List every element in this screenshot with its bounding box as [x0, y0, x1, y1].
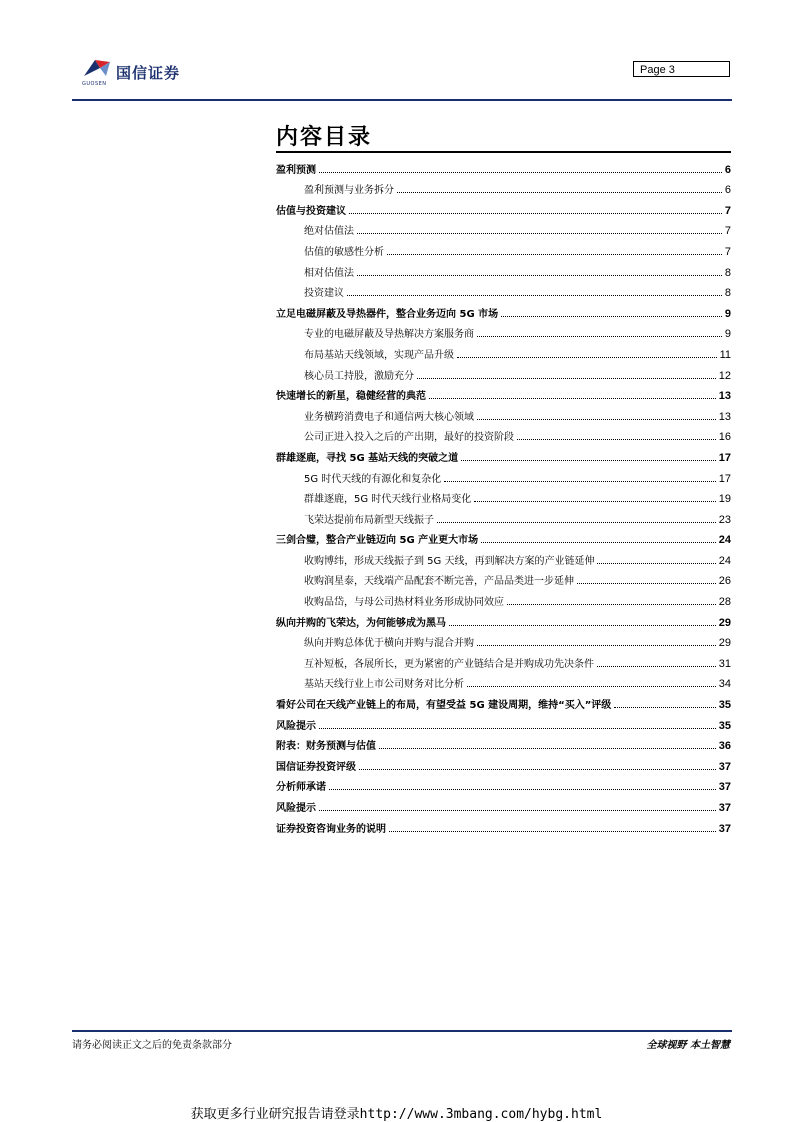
logo-subtext: GUOSEN	[82, 81, 107, 87]
brand-logo	[80, 56, 210, 90]
toc-entry[interactable]	[276, 569, 731, 590]
toc-entry-page: 17	[718, 451, 731, 464]
toc-leader-dots	[437, 522, 716, 523]
toc-entry-title: 快速增长的新星，稳健经营的典范	[276, 391, 426, 403]
toc-leader-dots	[357, 275, 722, 276]
toc-entry-title: 公司正进入投入之后的产出期，最好的投资阶段	[304, 432, 514, 444]
toc-entry-page: 6	[724, 184, 731, 197]
toc-entry[interactable]	[276, 342, 731, 363]
toc-entry[interactable]	[276, 281, 731, 302]
toc-entry-title: 相对估值法	[304, 267, 354, 279]
toc-leader-dots	[387, 254, 722, 255]
header-divider	[72, 99, 732, 101]
toc-entry-title: 群雄逐鹿，5G 时代天线行业格局变化	[304, 494, 472, 506]
toc-leader-dots	[429, 398, 716, 399]
toc-entry-title: 互补短板，各展所长，更为紧密的产业链结合是并购成功先决条件	[304, 658, 594, 670]
toc-entry[interactable]	[276, 589, 731, 610]
toc-entry[interactable]	[276, 219, 731, 240]
toc-entry-title: 飞荣达提前布局新型天线振子	[304, 514, 434, 526]
toc-entry-page: 7	[724, 225, 731, 238]
toc-entry[interactable]	[276, 425, 731, 446]
toc-entry-page: 8	[724, 287, 731, 300]
toc-entry[interactable]	[276, 548, 731, 569]
toc-entry[interactable]	[276, 507, 731, 528]
toc-entry-title: 收购博纬，形成天线振子到 5G 天线，再到解决方案的产业链延伸	[304, 555, 595, 567]
toc-title-divider	[276, 151, 731, 153]
toc-leader-dots	[597, 563, 715, 564]
toc-entry-page: 24	[718, 554, 731, 567]
toc-entry[interactable]	[276, 445, 731, 466]
toc-leader-dots	[577, 583, 716, 584]
toc-entry[interactable]	[276, 631, 731, 652]
toc-title: 内容目录	[276, 124, 373, 150]
logo-mark-icon	[80, 56, 114, 80]
toc-entry-title: 纵向并购总体优于横向并购与混合并购	[304, 638, 474, 650]
toc-entry-title: 纵向并购的飞荣达，为何能够成为黑马	[276, 617, 446, 629]
toc-entry-page: 13	[718, 390, 731, 403]
toc-entry-page: 6	[724, 163, 731, 176]
toc-entry-title: 分析师承诺	[276, 782, 326, 794]
toc-entry-title: 附表：财务预测与估值	[276, 741, 376, 753]
toc-entry-page: 13	[718, 410, 731, 423]
toc-entry-title: 基站天线行业上市公司财务对比分析	[304, 679, 464, 691]
toc-leader-dots	[319, 728, 716, 729]
toc-entry[interactable]	[276, 610, 731, 631]
toc-entry[interactable]	[276, 692, 731, 713]
toc-leader-dots	[357, 233, 722, 234]
toc-entry-title: 证券投资咨询业务的说明	[276, 823, 386, 835]
toc-leader-dots	[597, 666, 716, 667]
toc-entry[interactable]	[276, 816, 731, 837]
toc-leader-dots	[481, 542, 716, 543]
toc-entry-title: 绝对估值法	[304, 226, 354, 238]
toc-leader-dots	[397, 192, 722, 193]
toc-entry[interactable]	[276, 322, 731, 343]
toc-entry-title: 盈利预测与业务拆分	[304, 185, 394, 197]
toc-entry[interactable]	[276, 198, 731, 219]
toc-leader-dots	[349, 213, 722, 214]
toc-leader-dots	[379, 748, 716, 749]
toc-entry-page: 34	[718, 678, 731, 691]
toc-entry-page: 7	[724, 245, 731, 258]
toc-leader-dots	[449, 625, 716, 626]
toc-entry-page: 16	[718, 431, 731, 444]
toc-entry-title: 5G 时代天线的有源化和复杂化	[304, 473, 442, 485]
toc-entry-page: 35	[718, 699, 731, 712]
toc-entry-page: 37	[718, 822, 731, 835]
toc-entry-title: 看好公司在天线产业链上的布局，有望受益 5G 建设周期，维持“买入”评级	[276, 700, 612, 712]
toc-entry-page: 17	[718, 472, 731, 485]
toc-entry-page: 37	[718, 760, 731, 773]
toc-entry[interactable]	[276, 651, 731, 672]
toc-entry-page: 11	[719, 348, 731, 361]
toc-entry[interactable]	[276, 487, 731, 508]
toc-leader-dots	[329, 789, 716, 790]
toc-entry[interactable]	[276, 178, 731, 199]
toc-entry[interactable]	[276, 734, 731, 755]
toc-entry-title: 群雄逐鹿，寻找 5G 基站天线的突破之道	[276, 452, 459, 464]
toc-entry-title: 估值与投资建议	[276, 205, 346, 217]
toc-entry-title: 风险提示	[276, 720, 316, 732]
toc-leader-dots	[477, 336, 722, 337]
toc-leader-dots	[319, 172, 722, 173]
logo-text: 国信证券	[116, 64, 181, 82]
toc-leader-dots	[507, 604, 716, 605]
toc-entry-page: 37	[718, 781, 731, 794]
toc-entry[interactable]	[276, 363, 731, 384]
toc-entry-title: 收购润星泰，天线端产品配套不断完善，产品品类进一步延伸	[304, 576, 574, 588]
toc-entry[interactable]	[276, 301, 731, 322]
toc-entry[interactable]	[276, 672, 731, 693]
toc-entry[interactable]	[276, 713, 731, 734]
toc-leader-dots	[474, 501, 715, 502]
toc-entry[interactable]	[276, 754, 731, 775]
toc-entry-page: 31	[718, 657, 731, 670]
toc-entry[interactable]	[276, 795, 731, 816]
toc-entry[interactable]	[276, 528, 731, 549]
toc-entry-page: 36	[718, 740, 731, 753]
toc-entry-page: 24	[718, 534, 731, 547]
toc-entry-title: 收购品岱，与母公司热材料业务形成协同效应	[304, 597, 504, 609]
toc-leader-dots	[477, 645, 716, 646]
toc-entry-page: 26	[718, 575, 731, 588]
toc-leader-dots	[461, 460, 716, 461]
footer-divider	[72, 1030, 732, 1032]
toc-entry-title: 专业的电磁屏蔽及导热解决方案服务商	[304, 329, 474, 341]
toc-leader-dots	[477, 419, 716, 420]
toc-leader-dots	[389, 831, 716, 832]
toc-entry-page: 7	[724, 204, 731, 217]
toc-entry-title: 三剑合璧，整合产业链迈向 5G 产业更大市场	[276, 535, 479, 547]
toc-entry-page: 23	[718, 513, 731, 526]
toc-leader-dots	[319, 810, 716, 811]
toc-entry-title: 核心员工持股，激励充分	[304, 370, 414, 382]
table-of-contents	[276, 157, 731, 837]
footer-disclaimer: 请务必阅读正文之后的免责条款部分	[72, 1040, 232, 1051]
toc-leader-dots	[501, 316, 722, 317]
toc-leader-dots	[614, 707, 715, 708]
toc-leader-dots	[444, 481, 715, 482]
toc-entry-page: 37	[718, 802, 731, 814]
toc-entry-page: 12	[718, 369, 731, 382]
toc-entry-page: 19	[718, 493, 731, 506]
toc-leader-dots	[359, 769, 716, 770]
toc-entry[interactable]	[276, 466, 731, 487]
toc-entry-page: 8	[724, 266, 731, 279]
toc-entry[interactable]	[276, 239, 731, 260]
toc-entry-title: 投资建议	[304, 288, 344, 300]
toc-leader-dots	[417, 378, 716, 379]
toc-entry-page: 9	[724, 328, 731, 341]
toc-entry-title: 估值的敏感性分析	[304, 246, 384, 258]
footer-slogan: 全球视野 本土智慧	[646, 1040, 730, 1051]
toc-entry-page: 29	[718, 637, 731, 650]
toc-leader-dots	[467, 686, 716, 687]
toc-entry[interactable]	[276, 384, 731, 405]
toc-entry-page: 35	[718, 719, 731, 732]
toc-entry-title: 业务横跨消费电子和通信两大核心领域	[304, 411, 474, 423]
toc-leader-dots	[457, 357, 717, 358]
toc-entry-page: 9	[724, 307, 731, 320]
toc-entry-page: 28	[718, 596, 731, 609]
toc-entry[interactable]	[276, 404, 731, 425]
bottom-link-text[interactable]: 获取更多行业研究报告请登录http://www.3mbang.com/hybg.html	[190, 1107, 603, 1122]
toc-entry-title: 风险提示	[276, 803, 316, 814]
toc-entry-title: 盈利预测	[276, 164, 316, 176]
page-number: Page 3	[633, 61, 730, 77]
toc-leader-dots	[517, 439, 716, 440]
toc-entry-title: 立足电磁屏蔽及导热器件，整合业务迈向 5G 市场	[276, 308, 499, 320]
toc-entry[interactable]	[276, 157, 731, 178]
toc-entry[interactable]	[276, 260, 731, 281]
toc-entry-title: 布局基站天线领域，实现产品升级	[304, 349, 454, 361]
toc-entry[interactable]	[276, 775, 731, 796]
toc-entry-title: 国信证券投资评级	[276, 761, 356, 773]
toc-entry-page: 29	[718, 616, 731, 629]
toc-leader-dots	[347, 295, 722, 296]
